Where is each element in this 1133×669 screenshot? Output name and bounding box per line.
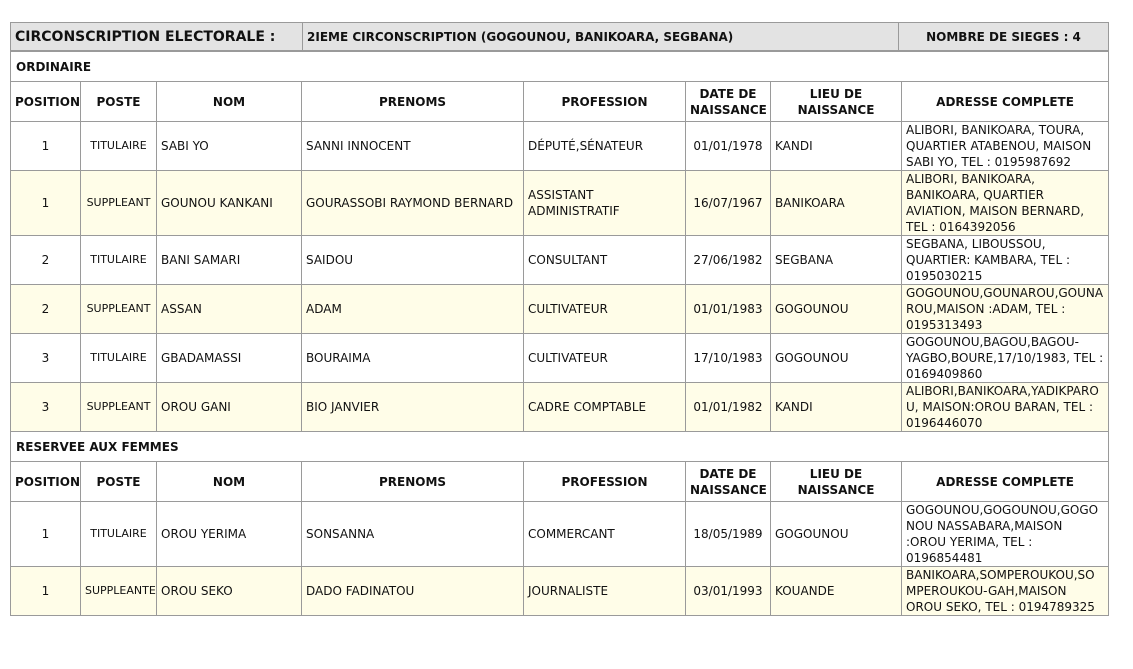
prenoms-cell: BOURAIMA	[302, 334, 524, 383]
nom-cell: GBADAMASSI	[157, 334, 302, 383]
poste-cell: TITULAIRE	[81, 334, 157, 383]
profession-cell: COMMERCANT	[524, 502, 686, 567]
poste-cell: TITULAIRE	[81, 236, 157, 285]
candidate-list	[10, 22, 1108, 616]
table-row	[11, 383, 1109, 432]
profession-cell: CULTIVATEUR	[524, 334, 686, 383]
address-cell: ALIBORI, BANIKOARA, TOURA, QUARTIER ATABENOU, MAISON SABI YO, TEL : 0195987692	[902, 122, 1109, 171]
address-cell: SEGBANA, LIBOUSSOU, QUARTIER: KAMBARA, TEL : 0195030215	[902, 236, 1109, 285]
column-header: POSTE	[81, 462, 157, 502]
prenoms-cell: GOURASSOBI RAYMOND BERNARD	[302, 171, 524, 236]
circonscription-label: CIRCONSCRIPTION ELECTORALE :	[11, 23, 303, 51]
column-header: PRENOMS	[302, 82, 524, 122]
birthplace-cell: KANDI	[771, 383, 902, 432]
column-header-row	[11, 82, 1109, 122]
column-header: ADRESSE COMPLETE	[902, 462, 1109, 502]
table-row	[11, 236, 1109, 285]
circonscription-value: 2IEME CIRCONSCRIPTION (GOGOUNOU, BANIKOARA, SEGBANA)	[303, 23, 899, 51]
table-row	[11, 171, 1109, 236]
table-row	[11, 502, 1109, 567]
nom-cell: GOUNOU KANKANI	[157, 171, 302, 236]
birthdate-cell: 01/01/1978	[686, 122, 771, 171]
poste-cell: TITULAIRE	[81, 502, 157, 567]
column-header: POSITION	[11, 82, 81, 122]
column-header: PRENOMS	[302, 462, 524, 502]
profession-cell: CULTIVATEUR	[524, 285, 686, 334]
prenoms-cell: SONSANNA	[302, 502, 524, 567]
prenoms-cell: ADAM	[302, 285, 524, 334]
prenoms-cell: SAIDOU	[302, 236, 524, 285]
profession-cell: CADRE COMPTABLE	[524, 383, 686, 432]
address-cell: GOGOUNOU,GOGOUNOU,GOGONOU NASSABARA,MAISON :OROU YERIMA, TEL : 0196854481	[902, 502, 1109, 567]
nom-cell: SABI YO	[157, 122, 302, 171]
birthdate-cell: 27/06/1982	[686, 236, 771, 285]
address-cell: GOGOUNOU,BAGOU,BAGOU-YAGBO,BOURE,17/10/1983, TEL : 0169409860	[902, 334, 1109, 383]
position-cell: 1	[11, 171, 81, 236]
position-cell: 1	[11, 567, 81, 616]
column-header: DATE DE NAISSANCE	[686, 82, 771, 122]
address-cell: ALIBORI, BANIKOARA, BANIKOARA, QUARTIER AVIATION, MAISON BERNARD, TEL : 0164392056	[902, 171, 1109, 236]
birthdate-cell: 17/10/1983	[686, 334, 771, 383]
profession-cell: DÉPUTÉ,SÉNATEUR	[524, 122, 686, 171]
section-title	[11, 432, 1109, 462]
section-title	[11, 52, 1109, 82]
nom-cell: BANI SAMARI	[157, 236, 302, 285]
birthplace-cell: GOGOUNOU	[771, 502, 902, 567]
prenoms-cell: SANNI INNOCENT	[302, 122, 524, 171]
position-cell: 1	[11, 502, 81, 567]
table-row	[11, 334, 1109, 383]
poste-cell: SUPPLEANT	[81, 285, 157, 334]
column-header: LIEU DE NAISSANCE	[771, 462, 902, 502]
table-row	[11, 122, 1109, 171]
birthplace-cell: GOGOUNOU	[771, 334, 902, 383]
address-cell: BANIKOARA,SOMPEROUKOU,SOMPEROUKOU-GAH,MAISON OROU SEKO, TEL : 0194789325	[902, 567, 1109, 616]
birthdate-cell: 16/07/1967	[686, 171, 771, 236]
poste-cell: SUPPLEANTE	[81, 567, 157, 616]
nom-cell: OROU SEKO	[157, 567, 302, 616]
nom-cell: OROU GANI	[157, 383, 302, 432]
column-header: POSTE	[81, 82, 157, 122]
position-cell: 1	[11, 122, 81, 171]
position-cell: 2	[11, 285, 81, 334]
nom-cell: ASSAN	[157, 285, 302, 334]
column-header: PROFESSION	[524, 462, 686, 502]
seats-count: NOMBRE DE SIEGES : 4	[899, 23, 1109, 51]
profession-cell: ASSISTANT ADMINISTRATIF	[524, 171, 686, 236]
candidates-table	[10, 51, 1109, 616]
poste-cell: TITULAIRE	[81, 122, 157, 171]
column-header: POSITION	[11, 462, 81, 502]
birthplace-cell: GOGOUNOU	[771, 285, 902, 334]
table-row	[11, 567, 1109, 616]
birthdate-cell: 03/01/1993	[686, 567, 771, 616]
column-header: ADRESSE COMPLETE	[902, 82, 1109, 122]
birthdate-cell: 18/05/1989	[686, 502, 771, 567]
address-cell: ALIBORI,BANIKOARA,YADIKPAROU, MAISON:OROU BARAN, TEL : 0196446070	[902, 383, 1109, 432]
circonscription-header-table	[10, 22, 1109, 51]
column-header: DATE DE NAISSANCE	[686, 462, 771, 502]
column-header: NOM	[157, 462, 302, 502]
birthplace-cell: BANIKOARA	[771, 171, 902, 236]
position-cell: 3	[11, 334, 81, 383]
prenoms-cell: BIO JANVIER	[302, 383, 524, 432]
birthdate-cell: 01/01/1983	[686, 285, 771, 334]
nom-cell: OROU YERIMA	[157, 502, 302, 567]
profession-cell: JOURNALISTE	[524, 567, 686, 616]
position-cell: 3	[11, 383, 81, 432]
table-row	[11, 285, 1109, 334]
position-cell: 2	[11, 236, 81, 285]
poste-cell: SUPPLEANT	[81, 171, 157, 236]
column-header: NOM	[157, 82, 302, 122]
section-title-label: RESERVEE AUX FEMMES	[11, 432, 1109, 462]
poste-cell: SUPPLEANT	[81, 383, 157, 432]
column-header-row	[11, 462, 1109, 502]
address-cell: GOGOUNOU,GOUNAROU,GOUNAROU,MAISON :ADAM, TEL : 0195313493	[902, 285, 1109, 334]
column-header: LIEU DE NAISSANCE	[771, 82, 902, 122]
birthplace-cell: KOUANDE	[771, 567, 902, 616]
column-header: PROFESSION	[524, 82, 686, 122]
birthplace-cell: SEGBANA	[771, 236, 902, 285]
profession-cell: CONSULTANT	[524, 236, 686, 285]
birthplace-cell: KANDI	[771, 122, 902, 171]
birthdate-cell: 01/01/1982	[686, 383, 771, 432]
section-title-label: ORDINAIRE	[11, 52, 1109, 82]
prenoms-cell: DADO FADINATOU	[302, 567, 524, 616]
